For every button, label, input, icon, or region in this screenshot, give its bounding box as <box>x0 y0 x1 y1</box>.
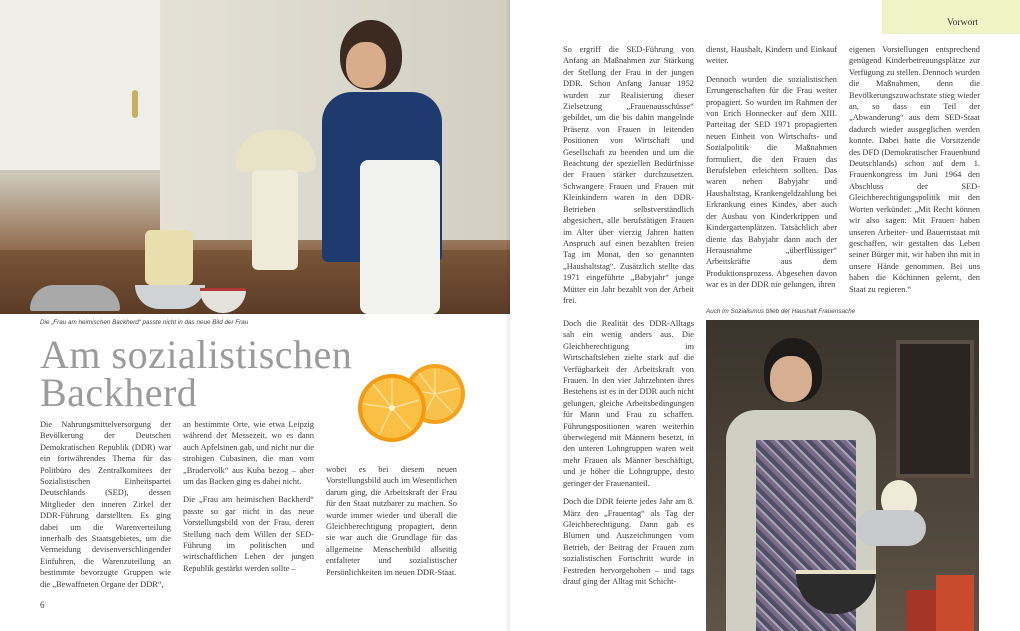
orange-halves-image <box>355 360 470 445</box>
right-column-1-bottom <box>563 318 694 594</box>
headline-line-1: Am sozialistischen <box>40 332 353 377</box>
right-column-3 <box>849 44 980 302</box>
left-column-2 <box>183 419 314 581</box>
jar <box>145 230 193 285</box>
headline-line-2: Backherd <box>40 370 198 415</box>
paragraph: So ergriff die SED-Führung von Anfang an Maßnahmen zur Stärkung der Stellung der Frau in der jungen DDR. Schon Anfang Januar 1952 wurden zur Realisierung dieser Zielsetzung „Frauenausschüsse“ gebildet, um die bis dahin mangelnde Präsenz von Frauen in leitenden Positionen von Wirtschaft und Gesellschaft zu beenden und um die Beachtung der speziellen Bedürfnisse der Frauen stärker durchzusetzen. Schwangere Frauen und Frauen mit Kleinkindern waren in den DDR-Betrieben selbstverständlich abgesichert, alle berufstätigen Frauen im Alter über vierzig Jahren hatten Anspruch auf einen bezahlten freien Tag im Monat, den so genannten „Haushaltstag“. Zusätzlich stellte das 1971 eingeführte „Babyjahr“ junge Mütter ein Jahr bezahlt von der Arbeit frei. <box>563 45 694 305</box>
woman-face <box>346 42 386 88</box>
paragraph: Die „Frau am heimischen Backherd“ passte so gar nicht in das neue Vorstellungsbild von der Frau, deren Stellung nach dem Willen der SED-Führung im politischen und wirtschaftlichen Leben der jungen Republik gestärkt werden sollte – <box>183 495 314 573</box>
kitchen-mixer <box>252 170 298 270</box>
paragraph: eigenen Vorstellungen entsprechend genügend Kinderbetreuungsplätze zur Verfügung zu stellen. Dennoch wurden die Maßnahmen, denn die Bevölkerungszuwachsrate stieg wieder an, so dass ein Teil der „Abwanderung“ aus dem SED-Staat dadurch wieder ausgeglichen werden konnte. Dabei hatte die Vorsitzende des DFD (Demokratischer Frauenbund Deutschlands) schon auf dem 1. Frauenkongress im Juni 1964 den Abschluss der SED-Gleichberechtigungspolitik mit den Worten verkündet: „Mit Recht können wir also sagen: Mit Frauen haben unseren Arbeiter- und Bauernstaat mit geschaffen, wir gestalten das Leben seiner Bürger mit, wir haben ihn mit in unsere Hände genommen. Bei uns haben die Köchinnen gelernt, den Staat zu regieren.“ <box>849 45 980 294</box>
paragraph: Doch die Realität des DDR-Alltags sah ein wenig anders aus. Die Gleichberechtigung im Wirtschaftsleben zielte stark auf die Verfügbarkeit der Arbeitskraft von Frauen. In den vier Jahrzehnten ihres Bestehens ist es in der DDR auch nicht gelungen, gleiche Arbeitsbedingungen für Mann und Frau zu schaffen. Führungspositionen waren weiterhin überwiegend mit Männern besetzt, in den unteren Lohngruppen waren weit mehr Frauen als Männer beschäftigt, und je höher die Lohngruppe, desto geringer der Frauenanteil. <box>563 319 694 488</box>
woman-figure <box>300 20 450 314</box>
paragraph: dienst, Haushalt, Kindern und Einkauf weiter. <box>706 45 837 66</box>
woman-face <box>770 356 812 402</box>
photo-caption-left: Die „Frau am heimischen Backherd“ passte nicht in das neue Bild der Frau <box>40 319 249 326</box>
right-column-2 <box>706 44 837 298</box>
section-header-tab <box>882 0 1020 34</box>
grinder-photo <box>706 320 979 631</box>
section-header-label: Vorwort <box>947 18 978 28</box>
photo-caption-right: Auch im Sozialismus blieb der Haushalt Frauensache <box>706 308 856 315</box>
kitchen-cabinet <box>0 0 162 173</box>
left-column-3 <box>326 464 457 585</box>
paragraph: Dennoch wurden die sozialistischen Errungenschaften für die Frau weiter propagiert. So wurden im Rahmen der von Erich Honnecker auf dem XIII. Parteitag der SED 1971 propagierten neuen Einheit von Wirtschafts- und Sozialpolitik die Maßnahmen formuliert, die den Frauen das Berufsleben erleichtern sollten. Das waren neben Babyjahr und Haushaltstag, Krankengeldzahlung bei Erkrankung eines Kindes, aber auch der Ausbau von Kinderkrippen und Kindergartenplätzen. Tatsächlich aber diente das Babyjahr dann auch der Herausnahme „überflüssiger“ Arbeitskräfte aus dem Produktionsprozess. Abgesehen davon war es in der DDR nie gelungen, ihren <box>706 74 837 290</box>
paragraph: Die Nahrungsmittelversorgung der Bevölkerung der Deutschen Demokratischen Republik (DDR) war ein fortwährendes Thema für das Politbüro des Zentralkomitees der Sozialistischen Einheitspartei Deutschlands (SED), dessen Mitglieder den inneren Zirkel der DDR-Führung darstellten. Es ging dabei um die Warenverteilung innerhalb des Staatsgebietes, um die Vermeidung devisenverschlingender Einfuhren, die Warenzuteilung an bestimmte bevorzugte Gruppen wie die „Bewaffneten Organe der DDR“, <box>40 420 171 589</box>
flour-package <box>906 590 936 631</box>
right-column-1-top <box>563 44 694 313</box>
cabinet-handle <box>132 90 138 118</box>
paragraph: Doch die DDR feierte jedes Jahr am 8. März den „Frauentag“ als Tag der Gleichberechtigung. Dann gab es Blumen und Auszeichnungen vom Betrieb, der Beitrag der Frauen zum sozialistischen Fortschritt wurde in Festreden hervorgehoben – und tags drauf ging der Alltag mit Schicht- <box>563 497 694 586</box>
flour-box <box>936 575 974 631</box>
left-column-1 <box>40 419 171 597</box>
page-number: 6 <box>40 600 45 610</box>
paragraph: wobei es bei diesem neuen Vorstellungsbild auch im Wesentlichen darum ging, die Arbeitskraft der Frau für den Staat nutzbarer zu machen. So wurde immer wieder und überall die Gleichberechtigung propagiert, denn sie war auch die Grundlage für das allgemeine Menschenbild allseitig entfalteter und sozialistischer Persönlichkeiten im neuen DDR-Staat. <box>326 465 457 577</box>
kitchen-photo <box>0 0 510 314</box>
paragraph: an bestimmte Orte, wie etwa Leipzig während der Messezeit, wo es dann auch Apfelsinen gab, und nicht nur die strohigen Cubasinen, die man vom „Brudervolk“ aus Kuba bezog – aber um das Backen ging es dabei nicht. <box>183 420 314 487</box>
background-window <box>896 340 974 478</box>
headline <box>40 332 370 415</box>
meat-grinder <box>856 510 926 546</box>
pot <box>30 285 120 311</box>
woman-apron <box>360 160 440 314</box>
